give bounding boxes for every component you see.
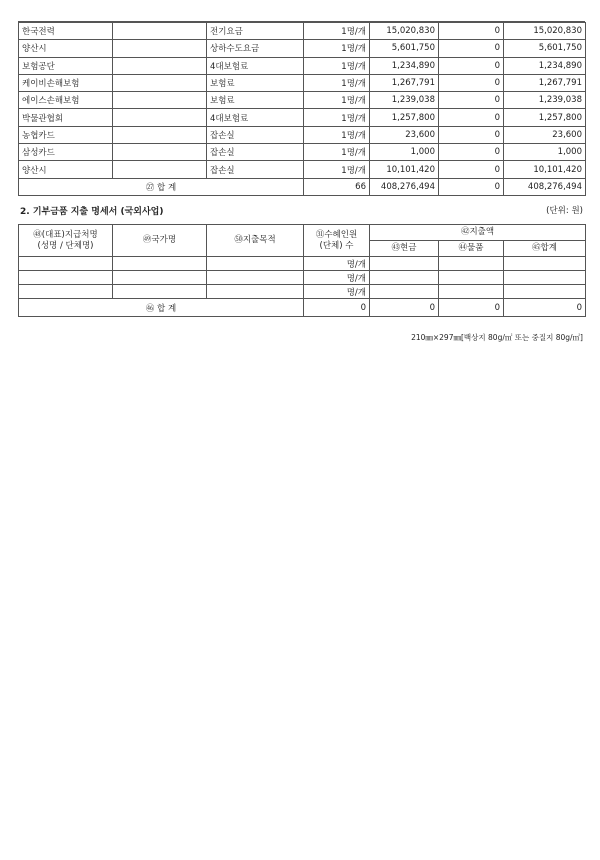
cell-other: 0 <box>439 144 504 161</box>
cell-empty <box>504 257 586 271</box>
cell-count: 1명/개 <box>304 109 370 126</box>
cell-empty <box>113 285 207 299</box>
cell-empty <box>113 74 207 91</box>
cell-count: 1명/개 <box>304 92 370 109</box>
cell-empty <box>439 257 504 271</box>
cell-name: 양산시 <box>19 161 113 178</box>
cell-empty <box>113 57 207 74</box>
cell-total: 23,600 <box>504 126 586 143</box>
cell-other: 0 <box>439 23 504 40</box>
table-row <box>19 144 586 161</box>
cell-name: 한국전력 <box>19 23 113 40</box>
cell-purpose: 4대보험료 <box>207 109 304 126</box>
cell-total: 5,601,750 <box>504 40 586 57</box>
cell-purpose: 전기요금 <box>207 23 304 40</box>
total-label: ㉗ 합 계 <box>19 178 304 195</box>
unit-label: (단위: 원) <box>546 206 583 216</box>
table-row <box>19 257 586 271</box>
cell-count: 명/개 <box>304 271 370 285</box>
country-header: ㊾국가명 <box>113 225 207 257</box>
section-2-title: 2. 기부금품 지출 명세서 (국외사업) <box>20 207 164 217</box>
cell-count: 명/개 <box>304 257 370 271</box>
total2-label: ㊻ 합 계 <box>19 299 304 317</box>
cell-empty <box>19 271 113 285</box>
cell-empty <box>113 92 207 109</box>
cell-name: 삼성카드 <box>19 144 113 161</box>
overseas-donation-table <box>18 224 586 317</box>
table-row <box>19 23 586 40</box>
expense-header: ㊷지출액 <box>370 225 586 241</box>
total-row-2 <box>19 299 586 317</box>
cell-empty <box>504 285 586 299</box>
cell-amount: 5,601,750 <box>370 40 439 57</box>
domestic-donation-table <box>18 22 586 196</box>
cell-amount: 1,239,038 <box>370 92 439 109</box>
cell-empty <box>113 271 207 285</box>
table-row <box>19 126 586 143</box>
cell-amount: 15,020,830 <box>370 23 439 40</box>
cell-empty <box>207 271 304 285</box>
cell-name: 에이스손해보험 <box>19 92 113 109</box>
cell-other: 0 <box>439 109 504 126</box>
purpose-header: ㊿지출목적 <box>207 225 304 257</box>
cell-count: 1명/개 <box>304 126 370 143</box>
table-row <box>19 57 586 74</box>
cell-amount: 1,000 <box>370 144 439 161</box>
table-row <box>19 285 586 299</box>
recipient-header <box>19 225 113 257</box>
cell-purpose: 4대보험료 <box>207 57 304 74</box>
cash-header: ㊸현금 <box>370 241 439 257</box>
cell-empty <box>370 285 439 299</box>
cell-purpose: 보험료 <box>207 74 304 91</box>
cell-empty <box>113 126 207 143</box>
table-row <box>19 109 586 126</box>
cell-empty <box>370 257 439 271</box>
recipient-header-sub: (성명 / 단체명) <box>37 240 94 251</box>
cell-amount: 10,101,420 <box>370 161 439 178</box>
cell-empty <box>113 40 207 57</box>
cell-purpose: 잡손실 <box>207 144 304 161</box>
cell-other: 0 <box>439 74 504 91</box>
cell-empty <box>370 271 439 285</box>
cell-total: 1,239,038 <box>504 92 586 109</box>
cell-total: 1,234,890 <box>504 57 586 74</box>
beneficiaries-header-sub: (단체) 수 <box>319 240 354 251</box>
cell-count: 명/개 <box>304 285 370 299</box>
cell-other: 0 <box>439 126 504 143</box>
cell-total: 1,000 <box>504 144 586 161</box>
total-sum: 408,276,494 <box>504 178 586 195</box>
cell-purpose: 잡손실 <box>207 126 304 143</box>
cell-total: 15,020,830 <box>504 23 586 40</box>
cell-name: 양산시 <box>19 40 113 57</box>
cell-amount: 1,234,890 <box>370 57 439 74</box>
cell-other: 0 <box>439 40 504 57</box>
cell-count: 1명/개 <box>304 74 370 91</box>
cell-name: 케이비손해보험 <box>19 74 113 91</box>
cell-count: 1명/개 <box>304 161 370 178</box>
total2-cash: 0 <box>370 299 439 317</box>
cell-empty <box>113 109 207 126</box>
cell-empty <box>113 23 207 40</box>
header-row-1 <box>19 225 586 241</box>
cell-empty <box>439 271 504 285</box>
cell-total: 1,267,791 <box>504 74 586 91</box>
cell-count: 1명/개 <box>304 23 370 40</box>
total2-sum: 0 <box>504 299 586 317</box>
table-row <box>19 92 586 109</box>
total2-goods: 0 <box>439 299 504 317</box>
cell-total: 10,101,420 <box>504 161 586 178</box>
cell-empty <box>207 285 304 299</box>
cell-name: 농협카드 <box>19 126 113 143</box>
total-row <box>19 178 586 195</box>
table-row <box>19 271 586 285</box>
cell-other: 0 <box>439 92 504 109</box>
cell-empty <box>113 144 207 161</box>
table-row <box>19 161 586 178</box>
sum-header: ㊺합계 <box>504 241 586 257</box>
cell-amount: 23,600 <box>370 126 439 143</box>
cell-empty <box>207 257 304 271</box>
cell-name: 박물관협회 <box>19 109 113 126</box>
donation-rows <box>19 23 586 179</box>
cell-empty <box>19 285 113 299</box>
cell-amount: 1,267,791 <box>370 74 439 91</box>
paper-spec-footnote: 210㎜×297㎜[백상지 80g/㎡ 또는 중질지 80g/㎡] <box>411 333 583 342</box>
beneficiaries-header-label: ㉛수혜인원 <box>315 229 358 240</box>
cell-count: 1명/개 <box>304 144 370 161</box>
recipient-header-label: ㊽(대표)지급처명 <box>33 229 98 240</box>
table-row <box>19 40 586 57</box>
beneficiaries-header <box>304 225 370 257</box>
cell-empty <box>113 257 207 271</box>
total-amount: 408,276,494 <box>370 178 439 195</box>
overseas-rows <box>19 257 586 299</box>
cell-total: 1,257,800 <box>504 109 586 126</box>
cell-empty <box>504 271 586 285</box>
total-count: 66 <box>304 178 370 195</box>
cell-purpose: 상하수도요금 <box>207 40 304 57</box>
table-row <box>19 74 586 91</box>
cell-empty <box>439 285 504 299</box>
cell-count: 1명/개 <box>304 40 370 57</box>
cell-empty <box>19 257 113 271</box>
cell-other: 0 <box>439 161 504 178</box>
total2-count: 0 <box>304 299 370 317</box>
cell-count: 1명/개 <box>304 57 370 74</box>
cell-purpose: 잡손실 <box>207 161 304 178</box>
cell-name: 보험공단 <box>19 57 113 74</box>
cell-purpose: 보험료 <box>207 92 304 109</box>
total-other: 0 <box>439 178 504 195</box>
cell-other: 0 <box>439 57 504 74</box>
goods-header: ㊹물품 <box>439 241 504 257</box>
cell-empty <box>113 161 207 178</box>
cell-amount: 1,257,800 <box>370 109 439 126</box>
